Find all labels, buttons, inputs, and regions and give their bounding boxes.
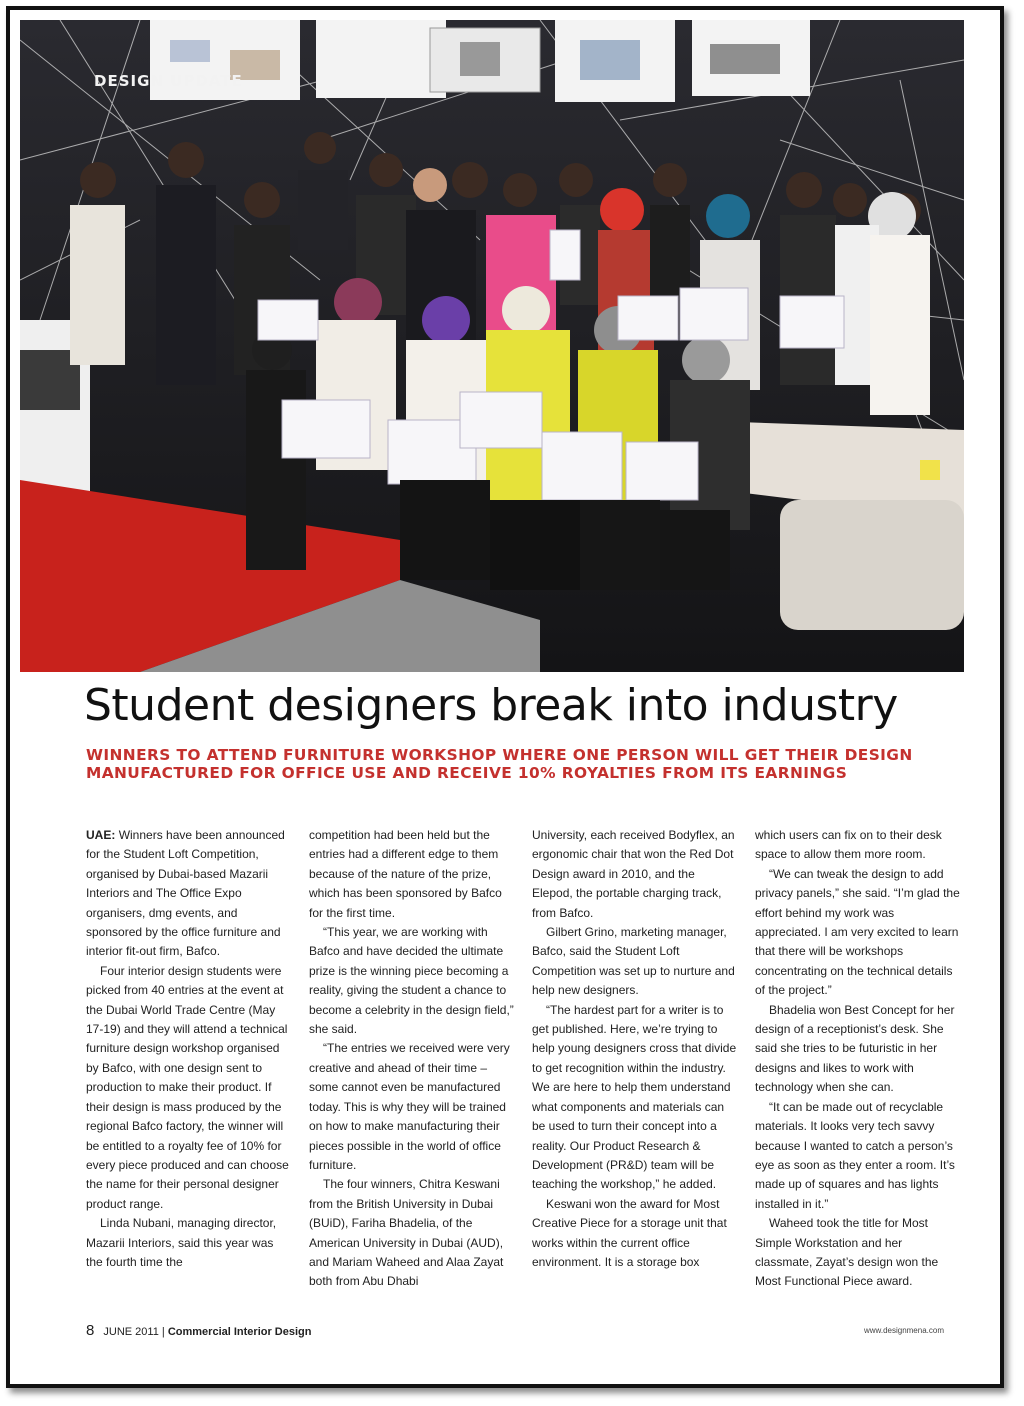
paragraph: University, each received Bodyflex, an ergonomic chair that won the Red Dot Design award in 2010, and the Elepod, the portable charging track, from Bafco. — [532, 828, 735, 920]
article-column-1 — [86, 826, 291, 1292]
paragraph: competition had been held but the entries had a different edge to them because of the nature of the prize, which has been sponsored by Bafco for the first time. — [309, 828, 502, 920]
page-footer — [86, 1322, 311, 1339]
paragraph: “We can tweak the design to add privacy panels,” she said. “I’m glad the effort behind my work was appreciated. I am very excited to learn that there will be workshops concentrating on the technical details of the project.” — [755, 866, 960, 998]
article-body — [86, 826, 960, 1292]
group-photo — [20, 20, 964, 672]
paragraph — [86, 826, 291, 962]
paragraph: “It can be made out of recyclable materials. It looks very tech savvy because I wanted to catch a person’s eye as soon as they enter a room. It’s made up of squares and has lights installed in it.” — [755, 1099, 955, 1211]
paragraph: Linda Nubani, managing director, Mazarii Interiors, said this year was the fourth time the — [86, 1216, 277, 1269]
display-boards — [150, 20, 810, 102]
article-column-4 — [755, 826, 960, 1292]
issue-date: JUNE 2011 — [103, 1326, 159, 1338]
article-column-3 — [532, 826, 737, 1292]
paragraph: Keswani won the award for Most Creative Piece for a storage unit that works within the current office environment. It is a storage box — [532, 1196, 727, 1269]
paragraph: “This year, we are working with Bafco and have decided the ultimate prize is the winning piece becoming a reality, giving the student a chance to become a celebrity in the design field,” she said. — [309, 925, 514, 1037]
paragraph: Waheed took the title for Most Simple Workstation and her classmate, Zayat’s design won the Most Functional Piece award. — [755, 1216, 939, 1289]
footer-divider: | — [161, 1326, 168, 1338]
website-url[interactable]: www.designmena.com — [863, 1326, 944, 1335]
article-column-2 — [309, 826, 514, 1292]
magazine-page — [6, 6, 1004, 1388]
paragraph: “The hardest part for a writer is to get published. Here, we’re trying to help young designers cross that divide to get recognition within the industry. We are here to help them understand what components and materials can be used to turn their concept into a reality. Our Product Research & Development (PR&D) team will be teaching the workshop,” he added. — [532, 1002, 737, 1192]
group-photo-illustration — [20, 20, 964, 672]
page-number: 8 — [86, 1322, 95, 1339]
paragraph: “The entries we received were very creative and ahead of their time – some cannot even be manufactured today. This is why they will be trained on how to make manufacturing their pieces possible in the world of office furniture. — [309, 1041, 510, 1172]
headline: Student designers break into industry — [84, 680, 898, 731]
paragraph: Gilbert Grino, marketing manager, Bafco, said the Student Loft Competition was set up to nurture and help new designers. — [532, 925, 735, 998]
section-label: DESIGN UPDATE — [94, 72, 243, 90]
paragraph: Four interior design students were picked from 40 entries at the event at the Dubai World Trade Centre (May 17-19) and they will attend a technical furniture design workshop organised by Bafco, with one design sent to production to make their product. If their design is mass produced by the regional Bafco factory, the winner will be entitled to a royalty fee of 10% for every piece produced and can choose the name for their personal designer product range. — [86, 963, 289, 1211]
paragraph-text: Winners have been announced for the Student Loft Competition, organised by Dubai-based Mazarii Interiors and The Office Expo organisers, dmg events, and sponsored by the office furniture and interior fit-out firm, Bafco. — [86, 828, 285, 959]
magazine-name: Commercial Interior Design — [167, 1326, 312, 1338]
dateline: UAE: — [86, 828, 116, 842]
subhead: WINNERS TO ATTEND FURNITURE WORKSHOP WHERE ONE PERSON WILL GET THEIR DESIGN MANUFACTURED FOR OFFICE USE AND RECEIVE 10% ROYALTIES FROM ITS EARNINGS — [86, 746, 913, 782]
paragraph: The four winners, Chitra Keswani from the British University in Dubai (BUiD), Fariha Bhadelia, of the American University in Dubai (AUD), and Mariam Waheed and Alaa Zayat both from Abu Dhabi — [309, 1177, 504, 1289]
paragraph: which users can fix on to their desk space to allow them more room. — [755, 828, 942, 862]
paragraph: Bhadelia won Best Concept for her design of a receptionist’s desk. She said she tries to be futuristic in her designs and likes to work with technology when she can. — [755, 1002, 955, 1095]
